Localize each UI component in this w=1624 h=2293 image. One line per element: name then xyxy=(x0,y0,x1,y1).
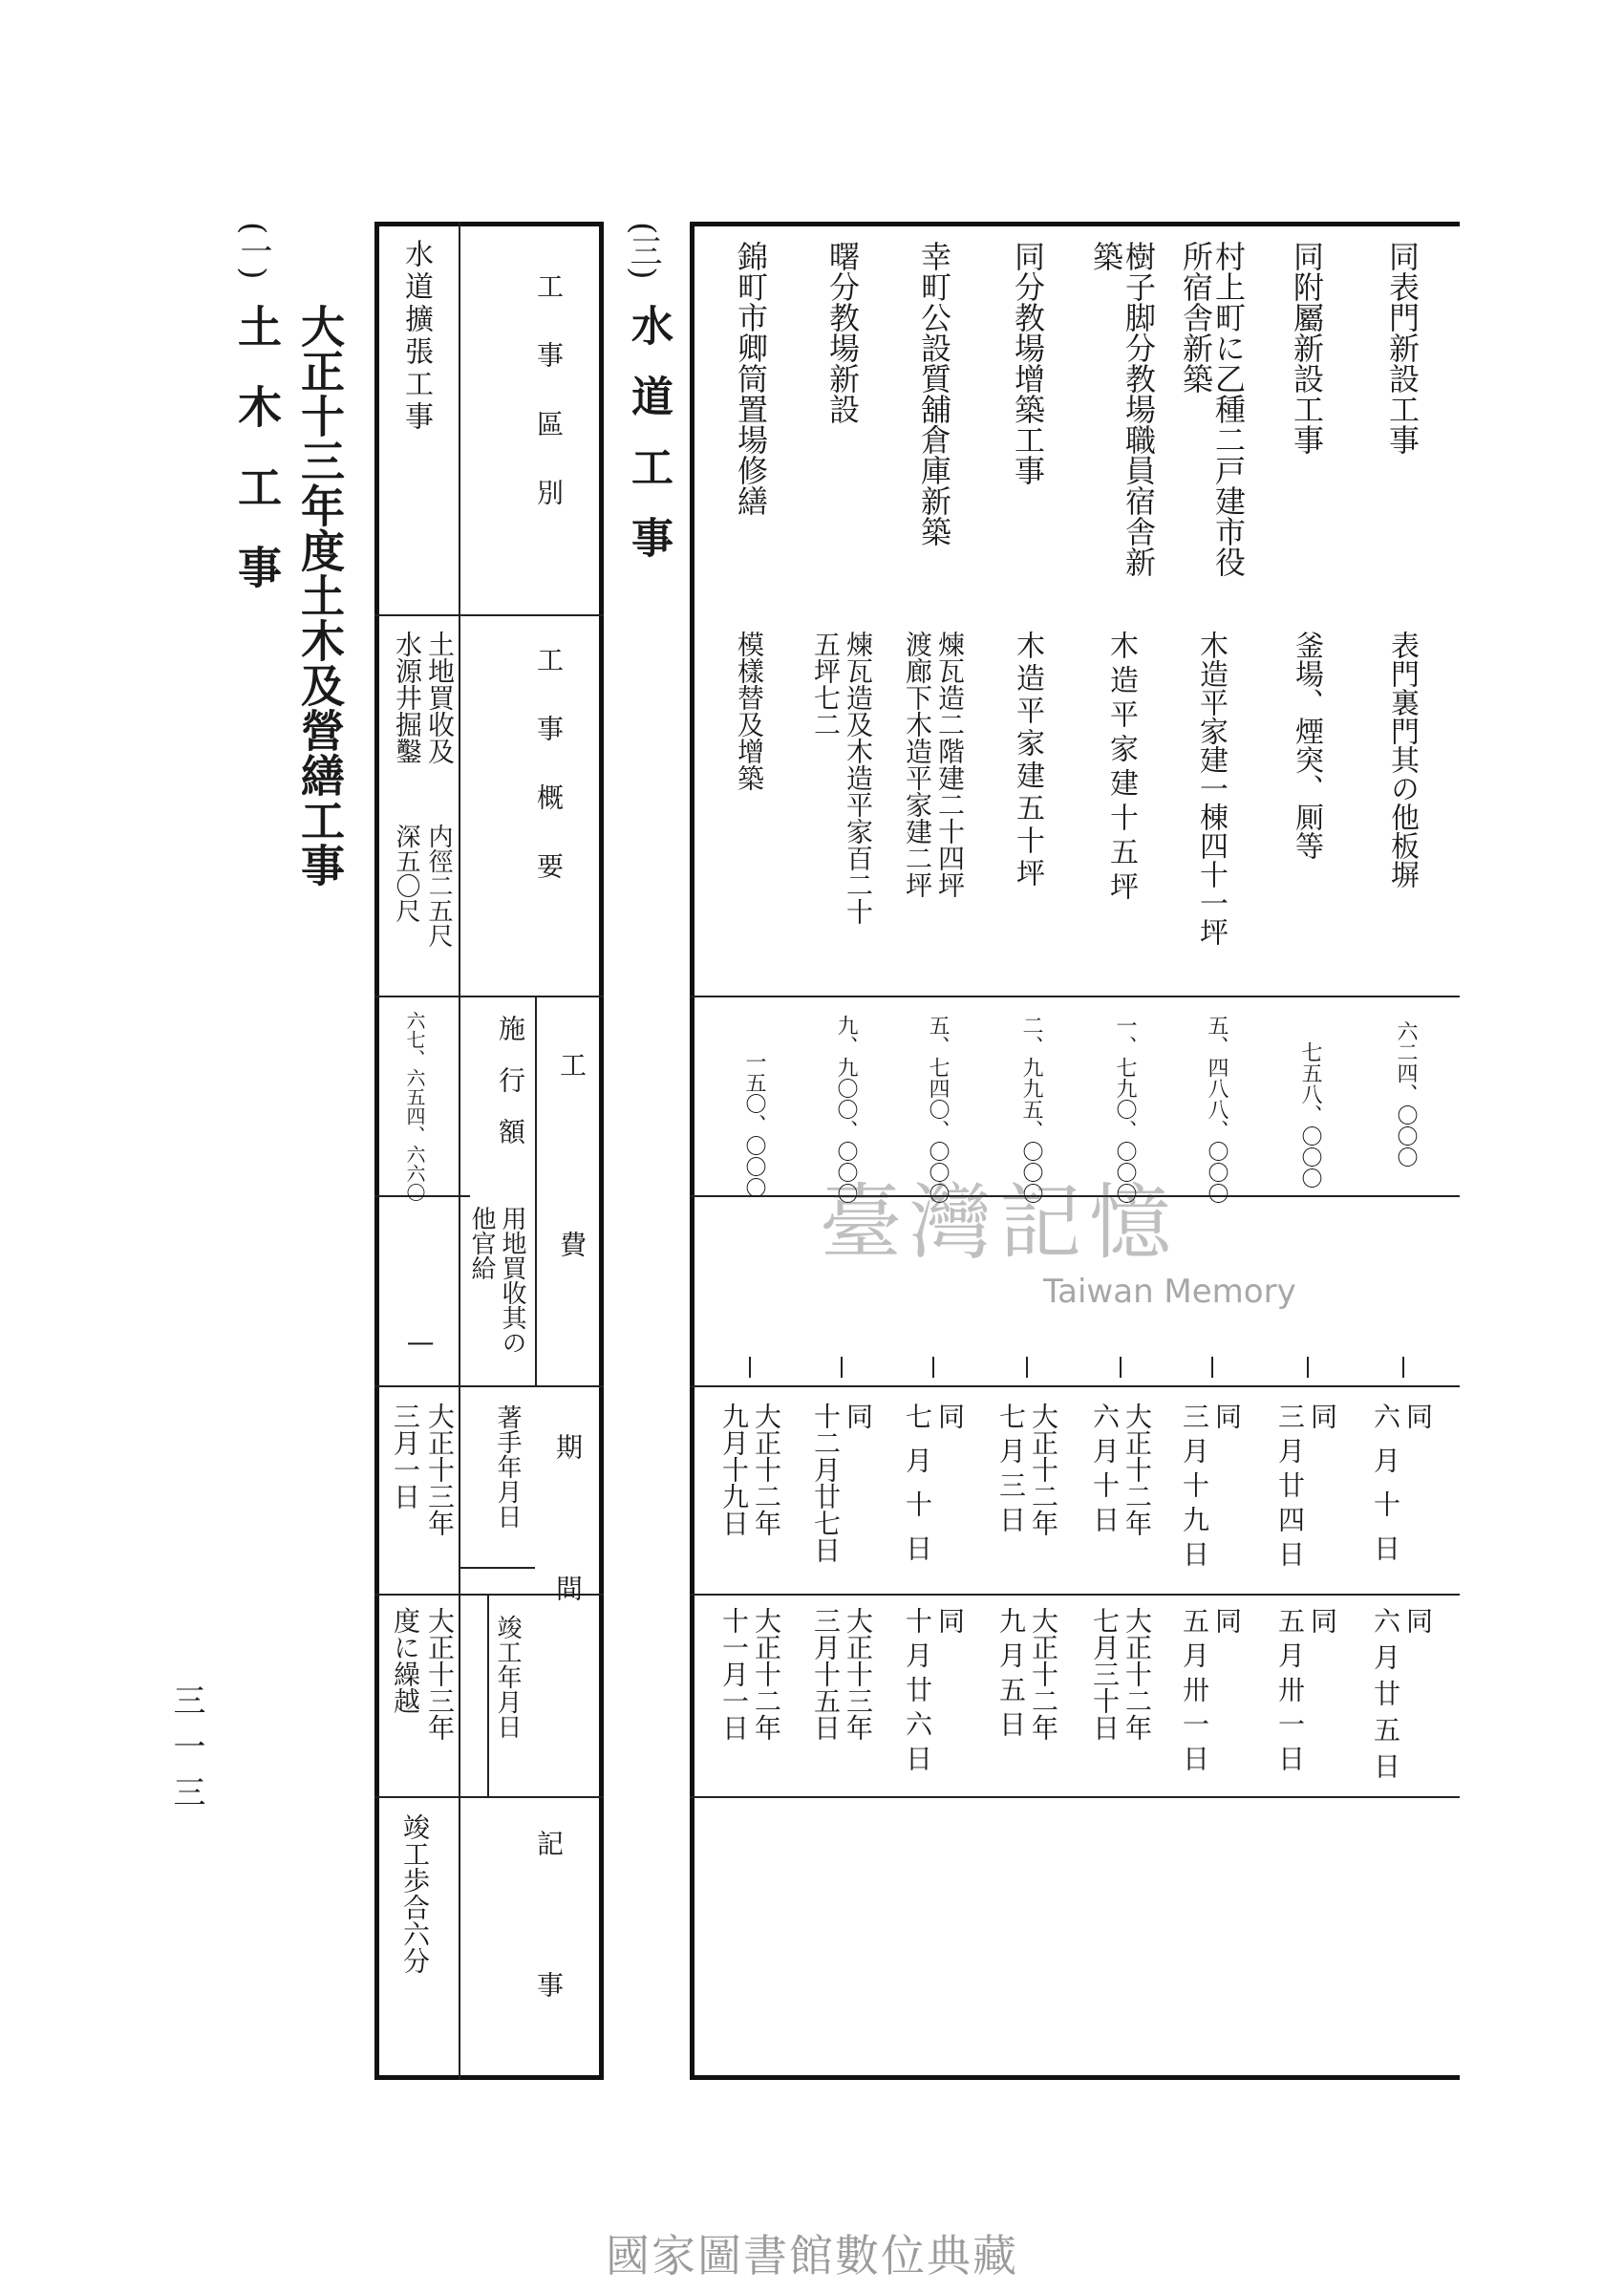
s3-row-category: 築 xyxy=(1088,241,1124,271)
s3-row-end-2: 十一月一日 xyxy=(718,1607,750,1741)
s3-row-end-1: 大正十三年 xyxy=(843,1607,874,1741)
s3-row-start-2: 六月十日 xyxy=(1370,1403,1401,1578)
page-number: 三一三 xyxy=(167,1683,205,1821)
footer-archive-label: 國家圖書館數位典藏 xyxy=(606,2230,1018,2282)
s1-row-notes: 竣工歩合六分 xyxy=(399,1813,431,1974)
s3-row-summary: 木造平家建五十坪 xyxy=(1011,631,1044,890)
header-end: 竣工年月日 xyxy=(493,1615,522,1739)
header-summary: 工事概要 xyxy=(533,646,565,921)
s3-row-category: 錦町市卿筒置場修繕 xyxy=(733,241,769,516)
s1-row-end-2: 度に繰越 xyxy=(390,1607,421,1714)
s3-row-land-dash xyxy=(1026,1357,1028,1378)
s3-row-summary: 渡廊下木造平家建二坪 xyxy=(902,631,933,898)
s3-row-start-1: 同 xyxy=(934,1403,966,1429)
watermark-chinese: 臺灣記憶 xyxy=(820,1175,1179,1271)
s3-row-end-2: 十月廿六日 xyxy=(902,1607,933,1779)
header-category: 工事區別 xyxy=(533,272,565,547)
section-3-title: 水道工事 xyxy=(624,304,673,587)
s3-row-land-dash xyxy=(1120,1357,1122,1378)
s3-row-amount: 一五〇、〇〇〇 xyxy=(742,1051,766,1198)
s3-row-amount: 五、四八八、〇〇〇 xyxy=(1205,1015,1229,1204)
s3-row-end-1: 大正十二年 xyxy=(1122,1607,1153,1741)
s3-row-start-2: 九月十九日 xyxy=(718,1403,750,1536)
section-3-number: (三) xyxy=(624,222,662,280)
s1-row-land-amount: | xyxy=(407,1339,436,1348)
header-period-group: 期間 xyxy=(552,1433,584,1716)
s3-row-end-2: 五月卅一日 xyxy=(1179,1607,1210,1779)
s3-row-start-1: 同 xyxy=(1402,1403,1434,1429)
section-1-title: 土木工事 xyxy=(231,304,283,625)
s1-row-category: 水道擴張工事 xyxy=(399,239,433,434)
s3-row-land-dash xyxy=(1307,1357,1309,1378)
s3-row-start-2: 三月廿四日 xyxy=(1274,1403,1306,1575)
s1-row-summary-2: 水源井掘鑿 xyxy=(392,631,423,764)
s1-row-summary-4: 深五〇尺 xyxy=(392,824,420,923)
s3-row-end-1: 同 xyxy=(1211,1607,1243,1634)
s3-row-summary: 煉瓦造及木造平家百二十 xyxy=(843,631,874,925)
s3-row-start-2: 三月十九日 xyxy=(1179,1403,1210,1575)
s3-row-category: 同分教場增築工事 xyxy=(1010,241,1046,485)
section-1-number: (一) xyxy=(234,222,272,280)
s3-row-summary: 木造平家建十五坪 xyxy=(1104,631,1138,906)
s3-row-start-1: 同 xyxy=(1307,1403,1338,1429)
s3-row-start-1: 大正十二年 xyxy=(1028,1403,1059,1536)
s3-row-summary: 五坪七二 xyxy=(810,631,842,738)
s3-row-category: 樹子脚分教場職員宿舎新 xyxy=(1121,241,1157,577)
s3-row-start-1: 大正十二年 xyxy=(1122,1403,1153,1536)
s3-row-end-2: 五月卅一日 xyxy=(1274,1607,1306,1779)
header-notes: 記事 xyxy=(533,1830,565,2112)
s3-row-summary: 木造平家建一棟四十一坪 xyxy=(1194,631,1228,946)
s3-row-category: 同附屬新設工事 xyxy=(1289,241,1325,455)
s3-row-amount: 二、九九五、〇〇〇 xyxy=(1019,1015,1043,1204)
s1-row-end-1: 大正十三年 xyxy=(424,1607,456,1741)
s1-row-summary-3: 内徑二五尺 xyxy=(424,824,453,948)
s1-row-summary-1: 土地買收及 xyxy=(424,631,456,764)
watermark-english: Taiwan Memory xyxy=(1043,1273,1296,1311)
s1-row-start-2: 三月一日 xyxy=(390,1403,421,1510)
s3-row-amount: 九、九〇〇、〇〇〇 xyxy=(834,1015,858,1204)
s3-row-end-2: 九月五日 xyxy=(995,1607,1027,1745)
s3-row-end-1: 同 xyxy=(1402,1607,1434,1634)
document-title: 大正十三年度土木及營繕工事 xyxy=(294,304,346,888)
s3-row-summary: 釜場、煙突、厠等 xyxy=(1290,631,1323,860)
s3-row-category: 曙分教場新設 xyxy=(824,241,861,424)
s3-row-end-2: 七月三十日 xyxy=(1089,1607,1121,1741)
s3-row-category: 幸町公設質舖倉庫新築 xyxy=(916,241,952,546)
s3-row-start-2: 七月三日 xyxy=(995,1403,1027,1540)
header-cost-exec: 施行額 xyxy=(495,1015,526,1169)
s3-row-summary: 模樣替及增築 xyxy=(734,631,765,791)
s3-row-category: 村上町に乙種二戸建市役 xyxy=(1210,241,1247,577)
s3-row-start-2: 十二月廿七日 xyxy=(810,1403,842,1563)
s3-row-start-1: 同 xyxy=(1211,1403,1243,1429)
s3-row-end-1: 大正十二年 xyxy=(751,1607,782,1741)
s3-row-land-dash xyxy=(749,1357,751,1378)
s3-row-start-1: 同 xyxy=(843,1403,874,1429)
s1-row-start-1: 大正十三年 xyxy=(424,1403,456,1536)
s3-row-end-1: 同 xyxy=(934,1607,966,1634)
s3-row-amount: 七五八、〇〇〇 xyxy=(1298,1041,1322,1189)
s3-row-end-2: 六月廿五日 xyxy=(1370,1607,1401,1789)
s3-row-land-dash xyxy=(932,1357,934,1378)
s3-row-start-1: 大正十二年 xyxy=(751,1403,782,1536)
s3-row-land-dash xyxy=(1402,1357,1404,1378)
s3-row-category: 同表門新設工事 xyxy=(1384,241,1421,455)
s3-row-amount: 五、七四〇、〇〇〇 xyxy=(926,1015,950,1204)
s3-row-start-2: 七月十日 xyxy=(902,1403,933,1578)
header-cost-land: 用地買收其の他官給 xyxy=(467,1206,526,1355)
s3-row-land-dash xyxy=(841,1357,843,1378)
header-cost-group: 工費 xyxy=(556,1051,588,1410)
s1-row-exec-amount: 六七、六五四、六六〇 xyxy=(403,1011,426,1202)
s3-row-summary: 煉瓦造二階建二十四坪 xyxy=(934,631,966,898)
header-start: 著手年月日 xyxy=(493,1404,522,1529)
s3-row-end-1: 同 xyxy=(1307,1607,1338,1634)
s3-row-start-2: 六月十日 xyxy=(1089,1403,1121,1540)
s3-row-end-2: 三月十五日 xyxy=(810,1607,842,1741)
s3-row-summary: 表門裏門其の他板塀 xyxy=(1385,631,1419,889)
s3-row-amount: 一、七九〇、〇〇〇 xyxy=(1113,1015,1137,1204)
s3-row-amount: 六二四、〇〇〇 xyxy=(1394,1020,1418,1168)
s3-row-category: 所宿舎新築 xyxy=(1178,241,1214,394)
s3-row-end-1: 大正十二年 xyxy=(1028,1607,1059,1741)
s3-row-land-dash xyxy=(1211,1357,1213,1378)
